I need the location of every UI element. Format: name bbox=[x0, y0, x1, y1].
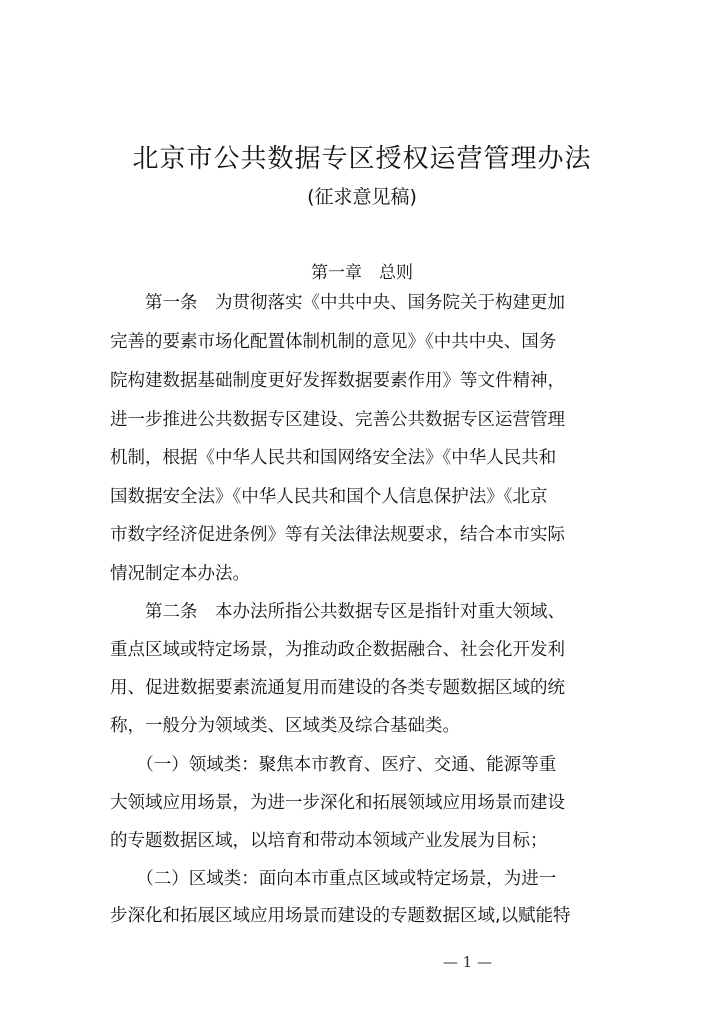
body-line: 第一条 为贯彻落实《中共中央、国务院关于构建更加 bbox=[110, 293, 565, 313]
body-line: 大领域应用场景，为进一步深化和拓展领域应用场景而建设 bbox=[110, 793, 565, 813]
body-line: 国数据安全法》《中华人民共和国个人信息保护法》《北京 bbox=[110, 487, 548, 507]
body-line: 情况制定本办法。 bbox=[110, 564, 250, 584]
body-line: 完善的要素市场化配置体制机制的意见》《中共中央、国务 bbox=[110, 332, 557, 352]
body-line: 市数字经济促进条例》等有关法律法规要求，结合本市实际 bbox=[110, 525, 565, 545]
page-footer bbox=[0, 953, 724, 971]
body-line: 用、促进数据要素流通复用而建设的各类专题数据区域的统 bbox=[110, 678, 565, 698]
body-line: （一）领域类：聚焦本市教育、医疗、交通、能源等重 bbox=[110, 755, 557, 775]
body-line: 的专题数据区域，以培育和带动本领域产业发展为目标； bbox=[110, 831, 548, 851]
body-line: 机制，根据《中华人民共和国网络安全法》《中华人民共和 bbox=[110, 448, 557, 468]
document-title: 北京市公共数据专区授权运营管理办法 bbox=[132, 144, 592, 174]
document-subtitle: (征求意见稿) bbox=[307, 186, 417, 208]
body-line: （二）区域类：面向本市重点区域或特定场景，为进一 bbox=[110, 869, 557, 889]
page-number: — 1 — bbox=[442, 953, 492, 971]
body-line: 重点区域或特定场景，为推动政企数据融合、社会化开发利 bbox=[110, 640, 565, 660]
body-line: 院构建数据基础制度更好发挥数据要素作用》等文件精神， bbox=[110, 371, 565, 391]
body-line: 步深化和拓展区域应用场景而建设的专题数据区域,以赋能特 bbox=[110, 906, 571, 926]
body-line: 进一步推进公共数据专区建设、完善公共数据专区运营管理 bbox=[110, 410, 565, 430]
body-line: 第二条 本办法所指公共数据专区是指针对重大领域、 bbox=[110, 602, 565, 622]
chapter-heading: 第一章 总则 bbox=[311, 263, 413, 283]
body-line: 称，一般分为领域类、区域类及综合基础类。 bbox=[110, 716, 460, 736]
